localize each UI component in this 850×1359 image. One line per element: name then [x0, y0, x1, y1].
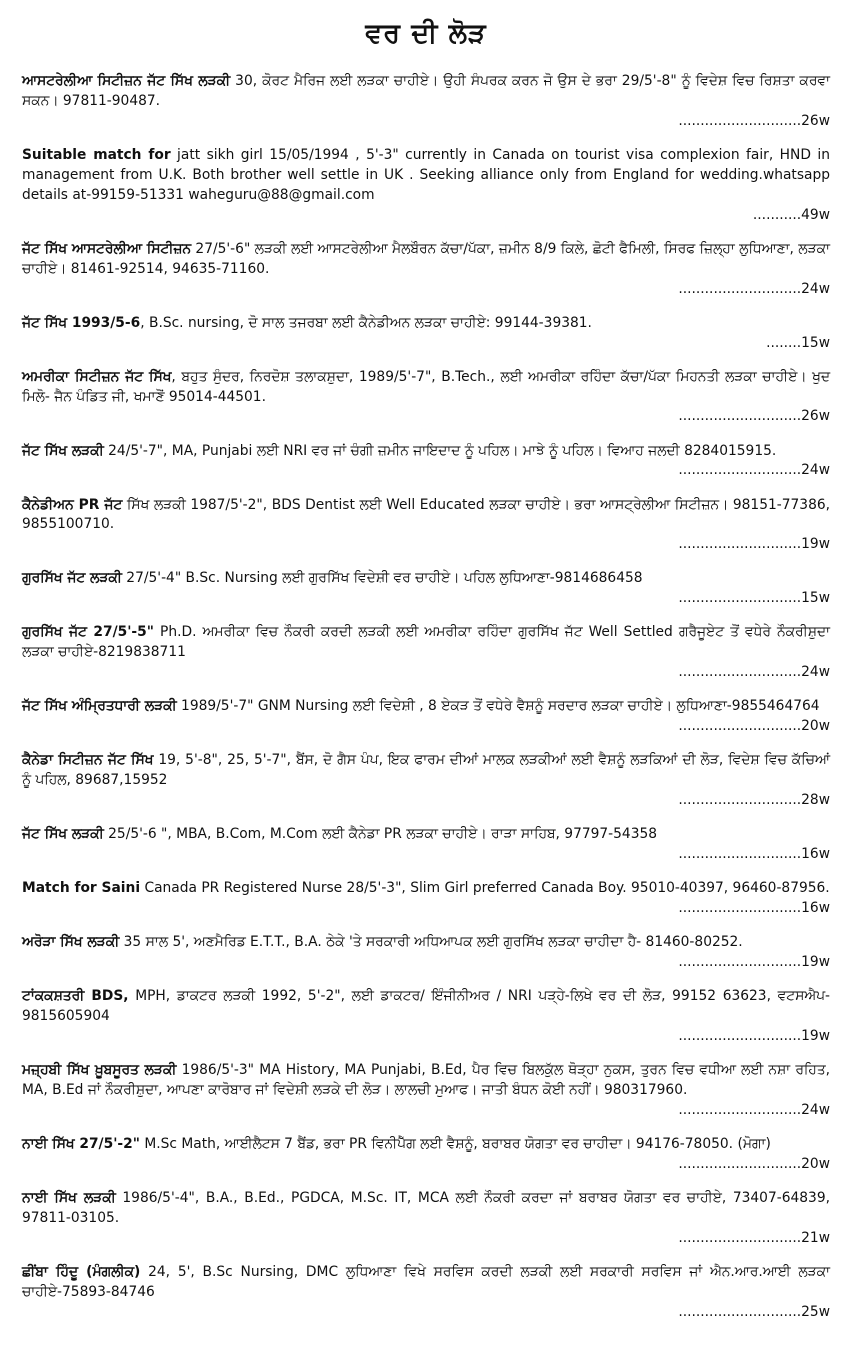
ad-body: 19, 5'-8", 25, 5'-7", ਬੈਂਸ, ਦੋ ਗੈਸ ਪੰਪ, ਇਕ ਫਾਰਮ ਦੀਆਂ ਮਾਲਕ ਲੜਕੀਆਂ ਲਈ ਵੈਸ਼ਨੂੰ ਲੜਕਿਆਂ ਦੀ ਲੋੜ, ਵਿਦੇਸ਼ ਵਿਚ ਕੱਚਿਆਂ ਨੂੰ ਪਹਿਲ, 89687,15952 — [22, 752, 830, 789]
ad-word-count: ............................28w — [678, 792, 830, 809]
ad-body: M.Sc Math, ਆਈਲੈਟਸ 7 ਬੈਂਡ, ਭਰਾ PR ਵਿਨੀਪੈੱਗ ਲਈ ਵੈਸ਼ਨੂੰ, ਬਰਾਬਰ ਯੋਗਤਾ ਵਰ ਚਾਹੀਦਾ। 94176-78050. (ਮੋਗਾ) — [139, 1136, 771, 1153]
ad-lead: ਨਾਈ ਸਿੱਖ ਲੜਕੀ — [22, 1190, 116, 1207]
classified-ad — [22, 1061, 830, 1121]
ad-lead: ਜੱਟ ਸਿੱਖ ਆਸਟਰੇਲੀਆ ਸਿਟੀਜ਼ਨ — [22, 240, 192, 257]
ad-word-count: ...........49w — [752, 206, 830, 223]
classified-ad — [22, 933, 830, 973]
ad-word-count: ............................20w — [678, 1155, 830, 1172]
ad-word-count: ............................24w — [678, 1101, 830, 1118]
ad-body: 24, 5', B.Sc Nursing, DMC ਲੁਧਿਆਣਾ ਵਿਖੇ ਸਰਵਿਸ ਕਰਦੀ ਲੜਕੀ ਲਈ ਸਰਕਾਰੀ ਸਰਵਿਸ ਜਾਂ ਐਨ.ਆਰ.ਆਈ ਲੜਕਾ ਚਾਹੀਏ-75893-84746 — [22, 1263, 831, 1300]
ad-lead: ਕੈਨੇਡੀਅਨ PR ਜੱਟ — [22, 496, 123, 513]
ad-word-count: ............................26w — [678, 112, 830, 129]
ad-word-count: ............................20w — [678, 718, 830, 735]
classified-ad — [22, 496, 830, 556]
classified-ad — [22, 751, 830, 811]
ad-body: Canada PR Registered Nurse 28/5'-3", Slim Girl preferred Canada Boy. 95010-40397, 96460-87956. — [140, 880, 830, 897]
ad-word-count: ............................15w — [678, 590, 830, 607]
classified-ad — [22, 314, 830, 354]
ad-word-count: ............................25w — [678, 1303, 830, 1320]
ad-body: Ph.D. ਅਮਰੀਕਾ ਵਿਚ ਨੌਕਰੀ ਕਰਦੀ ਲੜਕੀ ਲਈ ਅਮਰੀਕਾ ਰਹਿੰਦਾ ਗੁਰਸਿੱਖ ਜੱਟ Well Settled ਗਰੈਜੂਏਟ ਤੋਂ ਵਧੇਰੇ ਨੌਕਰੀਸ਼ੁਦਾ ਲੜਕਾ ਚਾਹੀਏ-8219838711 — [22, 624, 830, 661]
ad-body: jatt sikh girl 15/05/1994 , 5'-3" currently in Canada on tourist visa complexion fair, HND in management from U.K. Both brother well settle in UK . Seeking alliance only from England for wedding.whatsapp details at-99159-51331 waheguru@88@gmail.com — [22, 146, 831, 203]
ad-lead: ਅਰੋੜਾ ਸਿੱਖ ਲੜਕੀ — [22, 934, 120, 951]
classified-ad — [22, 146, 830, 226]
classified-ad — [22, 623, 830, 683]
ad-word-count: ............................19w — [678, 536, 830, 553]
ad-body: , ਬਹੁਤ ਸੁੰਦਰ, ਨਿਰਦੋਸ਼ ਤਲਾਕਸ਼ੁਦਾ, 1989/5'-7", B.Tech., ਲਈ ਅਮਰੀਕਾ ਰਹਿੰਦਾ ਕੱਚਾ/ਪੱਕਾ ਮਿਹਨਤੀ ਲੜਕਾ ਚਾਹੀਏ। ਖੁਦ ਮਿਲੋ- ਜੈਨ ਪੰਡਿਤ ਜੀ, ਖਮਾਣੋਂ 95014-44501. — [22, 368, 830, 405]
classified-ad — [22, 825, 830, 865]
ad-body: 1986/5'-4", B.A., B.Ed., PGDCA, M.Sc. IT, MCA ਲਈ ਨੌਕਰੀ ਕਰਦਾ ਜਾਂ ਬਰਾਬਰ ਯੋਗਤਾ ਵਰ ਚਾਹੀਏ, 73407-64839, 97811-03105. — [22, 1190, 830, 1226]
ad-lead: ਟਾਂਕਕਸ਼ਤਰੀ BDS, — [22, 988, 129, 1005]
ad-lead: ਛੀਂਬਾ ਹਿੰਦੂ (ਮੰਗਲੀਕ) — [22, 1263, 141, 1280]
ad-word-count: ............................24w — [678, 664, 830, 681]
page-title: ਵਰ ਦੀ ਲੋੜ — [365, 18, 487, 49]
classified-ad — [22, 879, 830, 919]
classified-ad — [22, 697, 830, 737]
ad-lead: ਗੁਰਸਿੱਖ ਜੱਟ 27/5'-5" — [22, 624, 154, 641]
ad-word-count: ............................19w — [678, 1028, 830, 1045]
classified-ad — [22, 1189, 830, 1249]
ad-lead: ਕੈਨੇਡਾ ਸਿਟੀਜ਼ਨ ਜੱਟ ਸਿੱਖ — [22, 752, 154, 769]
classified-ad — [22, 987, 830, 1047]
ad-lead: ਜੱਟ ਸਿੱਖ 1993/5-6 — [22, 314, 141, 331]
ad-body: 1989/5'-7" GNM Nursing ਲਈ ਵਿਦੇਸ਼ੀ , 8 ਏਕੜ ਤੋਂ ਵਧੇਰੇ ਵੈਸ਼ਨੂੰ ਸਰਦਾਰ ਲੜਕਾ ਚਾਹੀਏ। ਲੁਧਿਆਣਾ-9855464764 — [176, 698, 820, 715]
ad-body: 24/5'-7", MA, Punjabi ਲਈ NRI ਵਰ ਜਾਂ ਚੰਗੀ ਜ਼ਮੀਨ ਜਾਇਦਾਦ ਨੂੰ ਪਹਿਲ। ਮਾਝੇ ਨੂੰ ਪਹਿਲ। ਵਿਆਹ ਜਲਦੀ 8284015915. — [103, 442, 777, 459]
ad-body: 30, ਕੋਰਟ ਮੈਰਿਜ ਲਈ ਲੜਕਾ ਚਾਹੀਏ। ਉਹੀ ਸੰਪਰਕ ਕਰਨ ਜੋ ਉਸ ਦੇ ਭਰਾ 29/5'-8" ਨੂੰ ਵਿਦੇਸ਼ ਵਿਚ ਰਿਸ਼ਤਾ ਕਰਵਾ ਸਕਨ। 97811-90487. — [22, 73, 830, 109]
ad-word-count: ............................16w — [678, 900, 830, 917]
ad-body: 27/5'-4" B.Sc. Nursing ਲਈ ਗੁਰਸਿੱਖ ਵਿਦੇਸ਼ੀ ਵਰ ਚਾਹੀਏ। ਪਹਿਲ ਲੁਧਿਆਣਾ-9814686458 — [121, 570, 643, 587]
ad-word-count: ............................24w — [678, 462, 830, 479]
ad-lead: ਜੱਟ ਸਿੱਖ ਅੰਮ੍ਰਿਤਧਾਰੀ ਲੜਕੀ — [22, 698, 177, 715]
ad-word-count: ............................19w — [678, 954, 830, 971]
ads-list — [22, 72, 830, 1323]
classified-ad — [22, 569, 830, 609]
ad-lead: ਗੁਰਸਿੱਖ ਜੱਟ ਲੜਕੀ — [22, 570, 122, 587]
ad-lead: ਆਸਟਰੇਲੀਆ ਸਿਟੀਜ਼ਨ ਜੱਟ ਸਿੱਖ ਲੜਕੀ — [22, 73, 231, 89]
classified-ad — [22, 1135, 830, 1175]
ad-body: 25/5'-6 ", MBA, B.Com, M.Com ਲਈ ਕੈਨੇਡਾ PR ਲੜਕਾ ਚਾਹੀਏ। ਰਾੜਾ ਸਾਹਿਬ, 97797-54358 — [103, 826, 658, 843]
ad-lead: Suitable match for — [22, 146, 171, 163]
classified-ad — [22, 442, 830, 482]
ad-word-count: ............................21w — [678, 1229, 830, 1246]
ad-body: ਸਿੱਖ ਲੜਕੀ 1987/5'-2", BDS Dentist ਲਈ Well Educated ਲੜਕਾ ਚਾਹੀਏ। ਭਰਾ ਆਸਟ੍ਰੇਲੀਆ ਸਿਟੀਜ਼ਨ। 98151-77386, 9855100710. — [22, 496, 831, 533]
ad-word-count: ............................16w — [678, 846, 830, 863]
ad-lead: ਨਾਈ ਸਿੱਖ 27/5'-2" — [22, 1136, 140, 1153]
classified-ad — [22, 1263, 830, 1323]
ad-word-count: ............................26w — [678, 408, 830, 425]
ad-lead: Match for Saini — [22, 880, 141, 897]
ad-body: 27/5'-6" ਲੜਕੀ ਲਈ ਆਸਟਰੇਲੀਆ ਮੈਲਬੌਰਨ ਕੱਚਾ/ਪੱਕਾ, ਜ਼ਮੀਨ 8/9 ਕਿਲੇ, ਛੋਟੀ ਫੈਮਿਲੀ, ਸਿਰਫ ਜ਼ਿਲ੍ਹਾ ਲੁਧਿਆਣਾ, ਲੜਕਾ ਚਾਹੀਏ। 81461-92514, 94635-71160. — [22, 240, 830, 277]
ad-body: 1986/5'-3" MA History, MA Punjabi, B.Ed, ਪੈਰ ਵਿਚ ਬਿਲਕੁੱਲ ਥੋੜ੍ਹਾ ਨੁਕਸ, ਤੁਰਨ ਵਿਚ ਵਧੀਆ ਲਈ ਨਸ਼ਾ ਰਹਿਤ, MA, B.Ed ਜਾਂ ਨੌਕਰੀਸ਼ੁਦਾ, ਆਪਣਾ ਕਾਰੋਬਾਰ ਜਾਂ ਵਿਦੇਸ਼ੀ ਲੜਕੇ ਦੀ ਲੋੜ। ਲਾਲਚੀ ਮੁਆਫ। ਜਾਤੀ ਬੰਧਨ ਕੋਈ ਨਹੀਂ। 980317960. — [22, 1062, 830, 1099]
classified-ad — [22, 240, 830, 300]
ad-lead: ਅਮਰੀਕਾ ਸਿਟੀਜ਼ਨ ਜੱਟ ਸਿੱਖ — [22, 368, 172, 385]
ad-lead: ਮਜ਼੍ਹਬੀ ਸਿੱਖ ਖ਼ੂਬਸੂਰਤ ਲੜਕੀ — [22, 1062, 177, 1079]
ad-lead: ਜੱਟ ਸਿੱਖ ਲੜਕੀ — [22, 826, 104, 843]
ad-word-count: ............................24w — [678, 280, 830, 297]
classified-ad — [22, 368, 830, 428]
classified-ad — [22, 72, 830, 132]
ad-word-count: ........15w — [766, 334, 830, 351]
ad-body: 35 ਸਾਲ 5', ਅਣਮੈਰਿਡ E.T.T., B.A. ਠੇਕੇ 'ਤੇ ਸਰਕਾਰੀ ਅਧਿਆਪਕ ਲਈ ਗੁਰਸਿੱਖ ਲੜਕਾ ਚਾਹੀਦਾ ਹੈ- 81460-80252. — [119, 934, 743, 951]
ad-body: MPH, ਡਾਕਟਰ ਲੜਕੀ 1992, 5'-2", ਲਈ ਡਾਕਟਰ/ ਇੰਜੀਨੀਅਰ / NRI ਪੜ੍ਹੇ-ਲਿਖੇ ਵਰ ਦੀ ਲੋੜ, 99152 63623, ਵਟਸਐਪ- 9815605904 — [22, 988, 831, 1025]
ad-lead: ਜੱਟ ਸਿੱਖ ਲੜਕੀ — [22, 442, 104, 459]
ad-body: , B.Sc. nursing, ਦੋ ਸਾਲ ਤਜਰਬਾ ਲਈ ਕੈਨੇਡੀਅਨ ਲੜਕਾ ਚਾਹੀਏ: 99144-39381. — [140, 314, 592, 331]
